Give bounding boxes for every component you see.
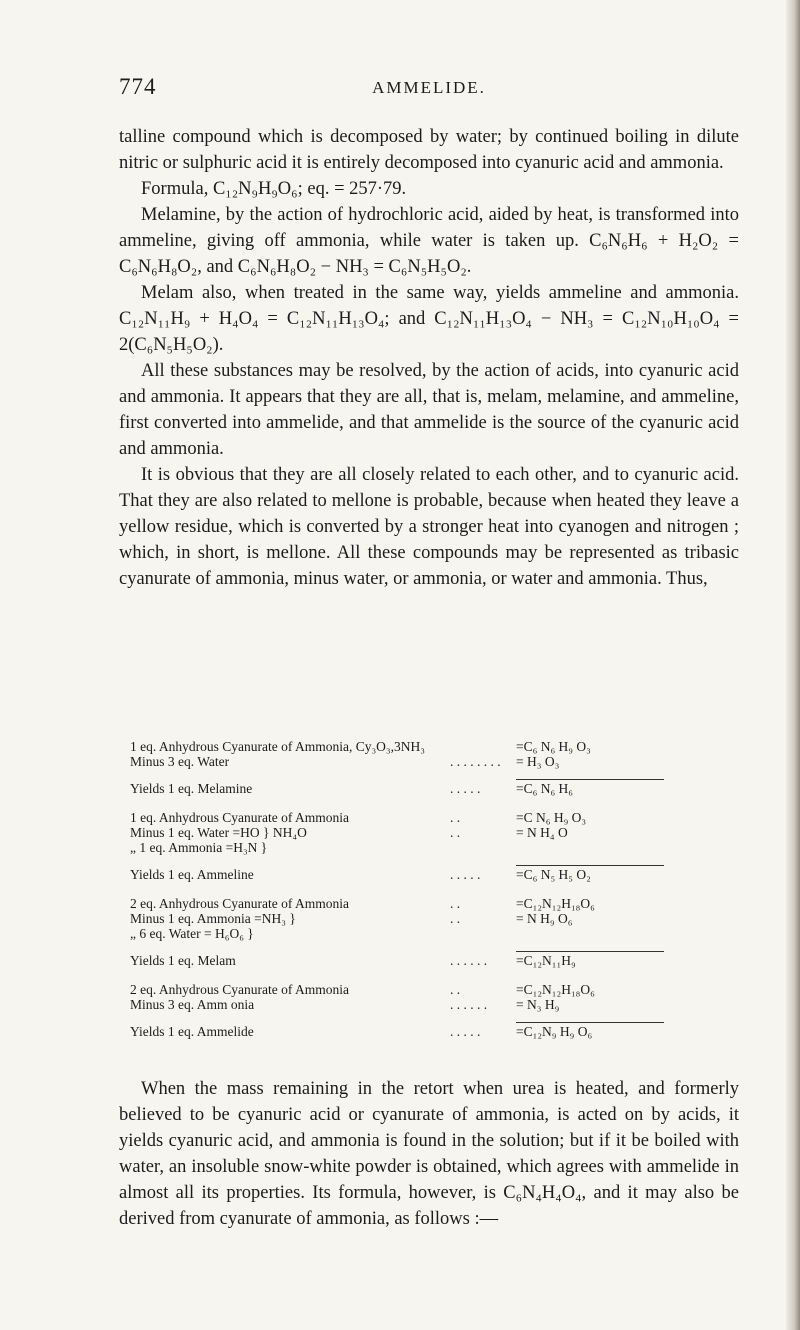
table-row-formula: = N H₉ O₆ [516, 911, 573, 926]
body-text-top [119, 124, 739, 592]
table-row [130, 826, 740, 841]
table-row-leader-dots: . . [450, 896, 461, 911]
page-number: 774 [119, 74, 157, 99]
table-row-label: Minus 1 eq. Water =HO } NH₄O [130, 825, 307, 840]
table-row-formula: =C₆ N₅ H₅ O₂ [516, 867, 591, 882]
table-row-formula: = H₃ O₃ [516, 754, 560, 769]
paragraph: All these substances may be resolved, by the action of acids, into cyanuric acid and ammonia. It appears that they are all, that is, melam, melamine, and ammeline, first converted into ammelide, and that ammelide is the source of the cyanuric acid and ammonia. [119, 361, 739, 459]
formula-line: Formula, C₁₂N₉H₉O₆; eq. = 257·79. [141, 179, 407, 199]
table-row [130, 983, 740, 998]
table-row-label: 2 eq. Anhydrous Cyanurate of Ammonia [130, 896, 349, 911]
table-result-row [130, 868, 740, 883]
table-row [130, 740, 740, 755]
table-row-label: Minus 3 eq. Water [130, 754, 230, 769]
table-row-leader-dots: . . . . . [450, 781, 481, 796]
table-row-label: Yields 1 eq. Ammelide [130, 1024, 254, 1039]
table-row-label: Minus 1 eq. Ammonia =NH₃ } [130, 911, 296, 926]
table-row-label: Yields 1 eq. Ammeline [130, 867, 254, 882]
table-row [130, 841, 740, 856]
table-row-formula: = N H₄ O [516, 825, 568, 840]
table-row-formula: =C N₆ H₉ O₃ [516, 810, 587, 825]
table-row-label: Minus 3 eq. Amm onia [130, 997, 255, 1012]
table-row-leader-dots: . . . . . [450, 867, 481, 882]
table-row [130, 912, 740, 927]
table-row-formula: =C₁₂N₉ H₉ O₆ [516, 1024, 593, 1039]
table-row-label: „ 1 eq. Ammonia =H₃N } [130, 840, 268, 855]
table-result-row [130, 782, 740, 797]
paragraph: talline compound which is decomposed by water; by continued boiling in dilute nitric or sulphuric acid it is entirely decomposed into cyanuric acid and ammonia. [119, 127, 739, 173]
table-row-leader-dots: . . [450, 911, 461, 926]
table-row [130, 927, 740, 942]
page-header [119, 74, 739, 106]
table-row-leader-dots: . . [450, 810, 461, 825]
table-row-leader-dots: . . . . . [450, 1024, 481, 1039]
running-title: AMMELIDE. [372, 78, 486, 97]
table-row [130, 897, 740, 912]
table-row-label: „ 6 eq. Water = H₆O₆ } [130, 926, 254, 941]
table-row-leader-dots: . . . . . . [450, 997, 488, 1012]
body-text-bottom [119, 1076, 739, 1232]
table-row [130, 811, 740, 826]
paragraph: Melam also, when treated in the same way, yields ammeline and ammonia. C₁₂N₁₁H₉ + H₄O₄ = C₁₂N₁₁H₁₃O₄; and C₁₂N₁₁H₁₃O₄ − NH₃ = C₁₂N₁₀H₁₀O₄ = 2(C₆N₅H₅O₂). [119, 283, 739, 355]
table-row-formula: =C₆ N₆ H₆ [516, 781, 573, 796]
table-row-formula: = N₃ H₉ [516, 997, 560, 1012]
paragraph: Melamine, by the action of hydrochloric acid, aided by heat, is transformed into ammeline, giving off ammonia, while water is taken up. C₆N₆H₆ + H₂O₂ = C₆N₆H₈O₂, and C₆N₆H₈O₂ − NH₃ = C₆N₅H₅O₂. [119, 205, 739, 277]
table-result-row [130, 1025, 740, 1040]
table-row-formula: =C₁₂N₁₁H₉ [516, 953, 576, 968]
equation-table [130, 740, 740, 1054]
table-result-row [130, 954, 740, 969]
table-row-leader-dots: . . [450, 982, 461, 997]
table-row [130, 998, 740, 1013]
table-row-leader-dots: . . [450, 825, 461, 840]
page-edge-shadow [786, 0, 800, 1330]
table-row-leader-dots: . . . . . . . . [450, 754, 501, 769]
paragraph: It is obvious that they are all closely related to each other, and to cyanuric acid. That they are also related to mellone is probable, because when heated they leave a yellow residue, which is converted by a stronger heat into cyanogen and nitrogen ; which, in short, is mellone. All these compounds may be represented as tribasic cyanurate of ammonia, minus water, or ammonia, or water and ammonia. Thus, [119, 465, 739, 589]
table-row-label: 2 eq. Anhydrous Cyanurate of Ammonia [130, 982, 349, 997]
paragraph: When the mass remaining in the retort when urea is heated, and formerly believed to be cyanuric acid or cyanurate of ammonia, is acted on by acids, it yields cyanuric acid, and ammonia is found in the solution; but if it be boiled with water, an insoluble snow-white powder is obtained, which agrees with ammelide in almost all its properties. Its formula, however, is C₆N₄H₄O₄, and it may also be derived from cyanurate of ammonia, as follows :— [119, 1079, 739, 1229]
table-row-label: Yields 1 eq. Melam [130, 953, 236, 968]
table-row-formula: =C₁₂N₁₂H₁₈O₆ [516, 896, 595, 911]
table-row-label: 1 eq. Anhydrous Cyanurate of Ammonia [130, 810, 349, 825]
table-row [130, 755, 740, 770]
table-row-label: 1 eq. Anhydrous Cyanurate of Ammonia, Cy₃O₃,3NH₃ [130, 739, 425, 754]
table-row-leader-dots: . . . . . . [450, 953, 488, 968]
table-row-formula: =C₆ N₆ H₉ O₃ [516, 739, 591, 754]
table-row-label: Yields 1 eq. Melamine [130, 781, 253, 796]
table-row-formula: =C₁₂N₁₂H₁₈O₆ [516, 982, 595, 997]
